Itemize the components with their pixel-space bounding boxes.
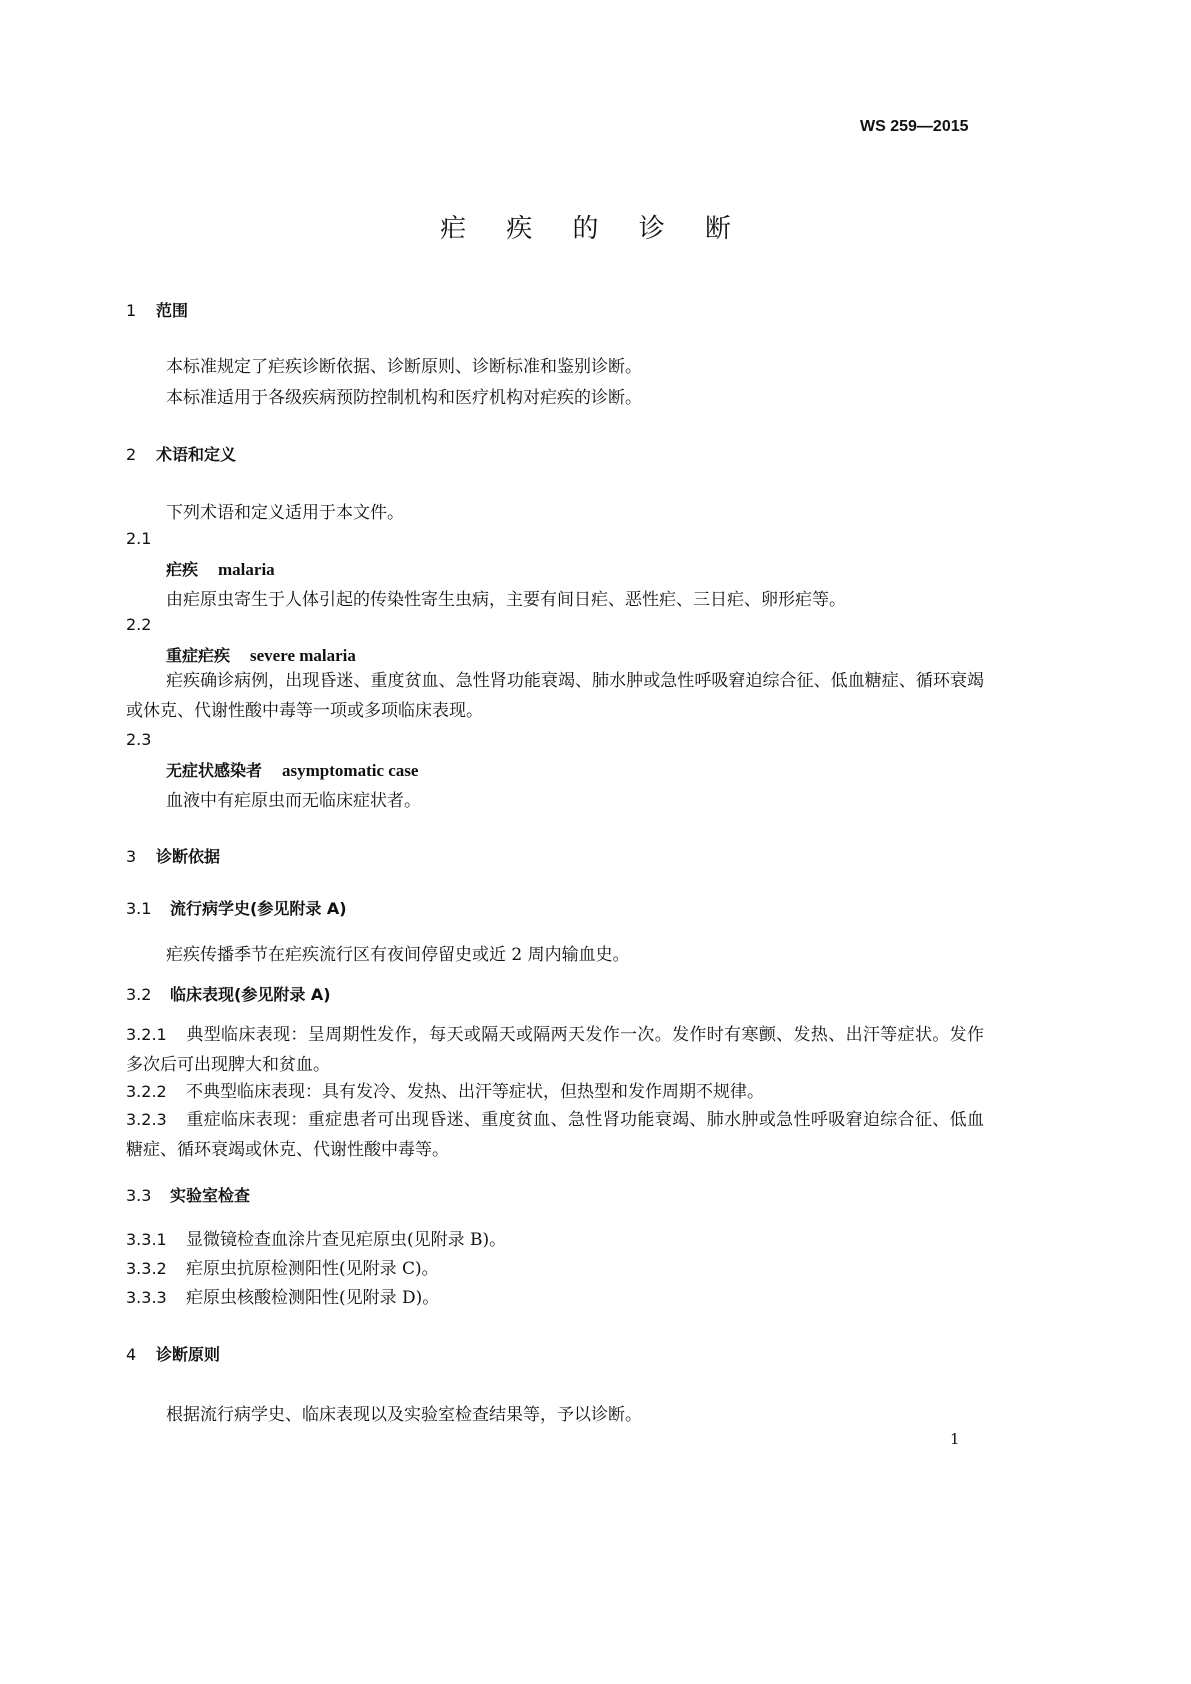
term-en: asymptomatic case xyxy=(282,761,419,780)
section-title: 范围 xyxy=(156,301,189,320)
section-3-heading xyxy=(126,844,220,867)
clause-text: 不典型临床表现：具有发冷、发热、出汗等症状，但热型和发作周期不规律。 xyxy=(186,1082,764,1102)
subsection-3-3-heading xyxy=(126,1183,250,1206)
subsection-number: 3.2 xyxy=(126,985,152,1004)
clause xyxy=(126,1254,439,1279)
clause-number: 3.2.1 xyxy=(126,1025,167,1044)
term-cn: 无症状感染者 xyxy=(166,761,263,780)
clause-number: 3.3.3 xyxy=(126,1288,167,1307)
term-number: 2.3 xyxy=(126,730,152,749)
section-title: 诊断原则 xyxy=(156,1345,221,1364)
term-entry xyxy=(166,758,418,781)
section-2-heading xyxy=(126,442,236,465)
term-number: 2.1 xyxy=(126,529,152,548)
clause xyxy=(126,1105,984,1165)
section-number: 2 xyxy=(126,445,137,464)
subsection-3-1-heading xyxy=(126,896,347,919)
section-number: 1 xyxy=(126,301,137,320)
clause-text: 典型临床表现：呈周期性发作，每天或隔天或隔两天发作一次。发作时有寒颤、发热、出汗等症状。发作多次后可出现脾大和贫血。 xyxy=(126,1025,984,1075)
paragraph: 疟疾传播季节在疟疾流行区有夜间停留史或近 2 周内输血史。 xyxy=(166,945,630,965)
clause-number: 3.2.2 xyxy=(126,1082,167,1101)
paragraph: 下列术语和定义适用于本文件。 xyxy=(166,503,404,523)
term-entry xyxy=(166,557,275,580)
subsection-number: 3.3 xyxy=(126,1186,152,1205)
section-4-heading xyxy=(126,1342,220,1365)
clause-number: 3.2.3 xyxy=(126,1110,167,1129)
term-entry xyxy=(166,643,356,666)
subsection-number: 3.1 xyxy=(126,899,152,918)
subsection-title: 实验室检查 xyxy=(170,1186,251,1205)
term-number: 2.2 xyxy=(126,615,152,634)
section-title: 诊断依据 xyxy=(156,847,221,866)
clause xyxy=(126,1077,984,1107)
term-en: malaria xyxy=(218,560,275,579)
section-number: 4 xyxy=(126,1345,137,1364)
clause xyxy=(126,1283,439,1308)
clause-text: 重症临床表现：重症患者可出现昏迷、重度贫血、急性肾功能衰竭、肺水肿或急性呼吸窘迫综合征、低血糖症、循环衰竭或休克、代谢性酸中毒等。 xyxy=(126,1110,984,1160)
subsection-title: 流行病学史(参见附录 A) xyxy=(170,899,347,918)
clause-text: 疟原虫核酸检测阳性(见附录 D)。 xyxy=(186,1288,440,1308)
term-definition: 由疟原虫寄生于人体引起的传染性寄生虫病，主要有间日疟、恶性疟、三日疟、卵形疟等。 xyxy=(166,590,846,610)
term-definition: 血液中有疟原虫而无临床症状者。 xyxy=(166,791,421,811)
section-number: 3 xyxy=(126,847,137,866)
section-1-heading xyxy=(126,298,188,321)
term-definition: 疟疾确诊病例，出现昏迷、重度贫血、急性肾功能衰竭、肺水肿或急性呼吸窘迫综合征、低血糖症、循环衰竭或休克、代谢性酸中毒等一项或多项临床表现。 xyxy=(126,671,984,721)
subsection-3-2-heading xyxy=(126,982,331,1005)
term-cn: 重症疟疾 xyxy=(166,646,231,665)
clause-text: 显微镜检查血涂片查见疟原虫(见附录 B)。 xyxy=(186,1230,507,1250)
paragraph: 本标准规定了疟疾诊断依据、诊断原则、诊断标准和鉴别诊断。 xyxy=(166,357,642,377)
term-en: severe malaria xyxy=(250,646,356,665)
clause xyxy=(126,1225,506,1250)
clause-number: 3.3.2 xyxy=(126,1259,167,1278)
clause-text: 疟原虫抗原检测阳性(见附录 C)。 xyxy=(186,1259,439,1279)
subsection-title: 临床表现(参见附录 A) xyxy=(170,985,331,1004)
standard-code: WS 259—2015 xyxy=(860,118,969,135)
document-title: 疟 疾 的 诊 断 xyxy=(440,214,748,244)
section-title: 术语和定义 xyxy=(156,445,237,464)
term-cn: 疟疾 xyxy=(166,560,199,579)
paragraph: 根据流行病学史、临床表现以及实验室检查结果等，予以诊断。 xyxy=(166,1405,642,1425)
clause xyxy=(126,1020,984,1080)
page-number: 1 xyxy=(950,1430,960,1448)
paragraph: 本标准适用于各级疾病预防控制机构和医疗机构对疟疾的诊断。 xyxy=(166,388,642,408)
clause-number: 3.3.1 xyxy=(126,1230,167,1249)
